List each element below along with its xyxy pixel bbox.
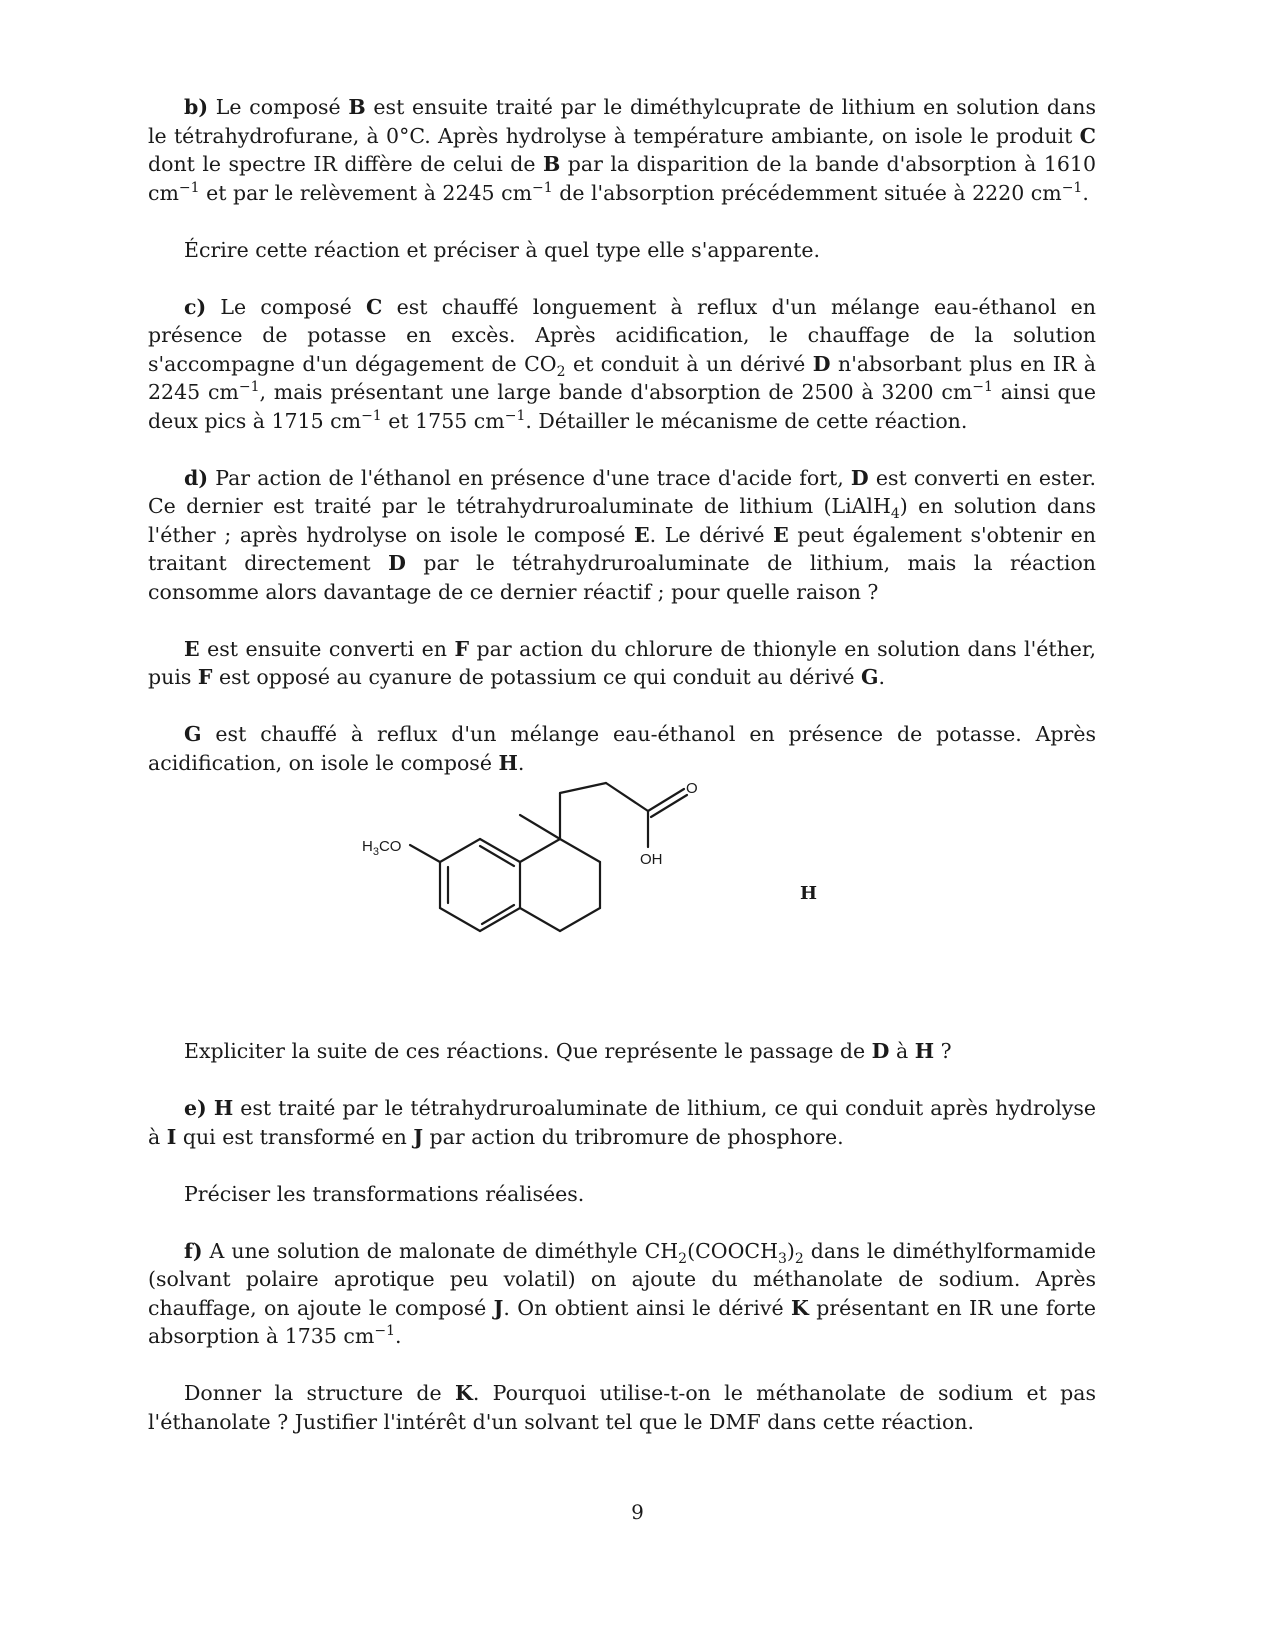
page-number: 9 — [631, 1500, 644, 1524]
paragraph-b: b) Le composé B est ensuite traité par le diméthylcuprate de lithium en solution dans le tétrahydrofurane, à 0°C. Après hydrolyse à température ambiante, on isole le produit C dont le spectre IR diffère de celui de B par la disparition de la bande d'absorption à 1610 $cm^{-1}$ et par le relèvement à 2245 $cm^{-1}$ de l'absorption précédemment située à 2220 $cm^{-1}$. — [148, 95, 1096, 205]
question-f: Donner la structure de K. Pourquoi utilise-t-on le méthanolate de sodium et pas l'éthanolate ? Justifier l'intérêt d'un solvant tel que le DMF dans cette réaction. — [148, 1381, 1096, 1434]
page-content — [148, 93, 1096, 1436]
oxygen-label: O — [686, 780, 698, 797]
paragraph-d: d) Par action de l'éthanol en présence d'une trace d'acide fort, D est converti en ester. Ce dernier est traité par le tétrahydruroaluminate de lithium (LiAlH$_4$) en solution dans l'éther ; après hydrolyse on isole le composé E. Le dérivé E peut également s'obtenir en traitant directement D par le tétrahydruroaluminate de lithium, mais la réaction consomme alors davantage de ce dernier réactif ; pour quelle raison ? — [148, 465, 1097, 604]
item-letter: d) — [184, 465, 209, 490]
question-e: Préciser les transformations réalisées. — [184, 1181, 585, 1206]
paragraph-e-to-g: E est ensuite converti en F par action du chlorure de thionyle en solution dans l'éther, puis F est opposé au cyanure de potassium ce qui conduit au dérivé G. — [148, 636, 1096, 689]
question-b: Écrire cette réaction et préciser à quel type elle s'apparente. — [184, 237, 821, 262]
h3co-label: $H_3CO$ — [362, 838, 402, 858]
question-d-to-h: Expliciter la suite de ces réactions. Que représente le passage de D à H ? — [184, 1039, 952, 1063]
compound-label: H — [800, 883, 818, 904]
paragraph-f: f) A une solution de malonate de diméthyle $CH_2(COOCH_3)_2$ dans le diméthylformamide (solvant polaire aprotique peu volatil) on ajoute du méthanolate de sodium. Après chauffage, on ajoute le composé J. On obtient ainsi le dérivé K présentant en IR une forte absorption à 1735 $cm^{-1}$. — [148, 1238, 1096, 1348]
paragraph-c: c) Le composé C est chauffé longuement à reflux d'un mélange eau-éthanol en présence de potasse en excès. Après acidification, le chauffage de la solution s'accompagne d'un dégagement de $CO_2$ et conduit à un dérivé D n'absorbant plus en IR à 2245 $cm^{-1}$, mais présentant une large bande d'absorption de 2500 à 3200 $cm^{-1}$ ainsi que deux pics à 1715 $cm^{-1}$ et 1755 $cm^{-1}$. Détailler le mécanisme de cette réaction. — [148, 294, 1096, 433]
item-letter: f) — [184, 1238, 203, 1263]
molecule-h-structure — [148, 780, 1096, 1037]
item-letter: b) — [184, 95, 209, 119]
hydroxyl-label: OH — [640, 851, 663, 868]
item-letter: c) — [184, 294, 207, 319]
item-letter: e) — [184, 1096, 207, 1120]
paragraph-e: e) H est traité par le tétrahydruroaluminate de lithium, ce qui conduit après hydrolyse à I qui est transformé en J par action du tribromure de phosphore. — [148, 1096, 1096, 1149]
paragraph-g-to-h: G est chauffé à reflux d'un mélange eau-éthanol en présence de potasse. Après acidification, on isole le composé H. — [148, 722, 1096, 775]
molecule-figure — [148, 780, 1096, 1037]
